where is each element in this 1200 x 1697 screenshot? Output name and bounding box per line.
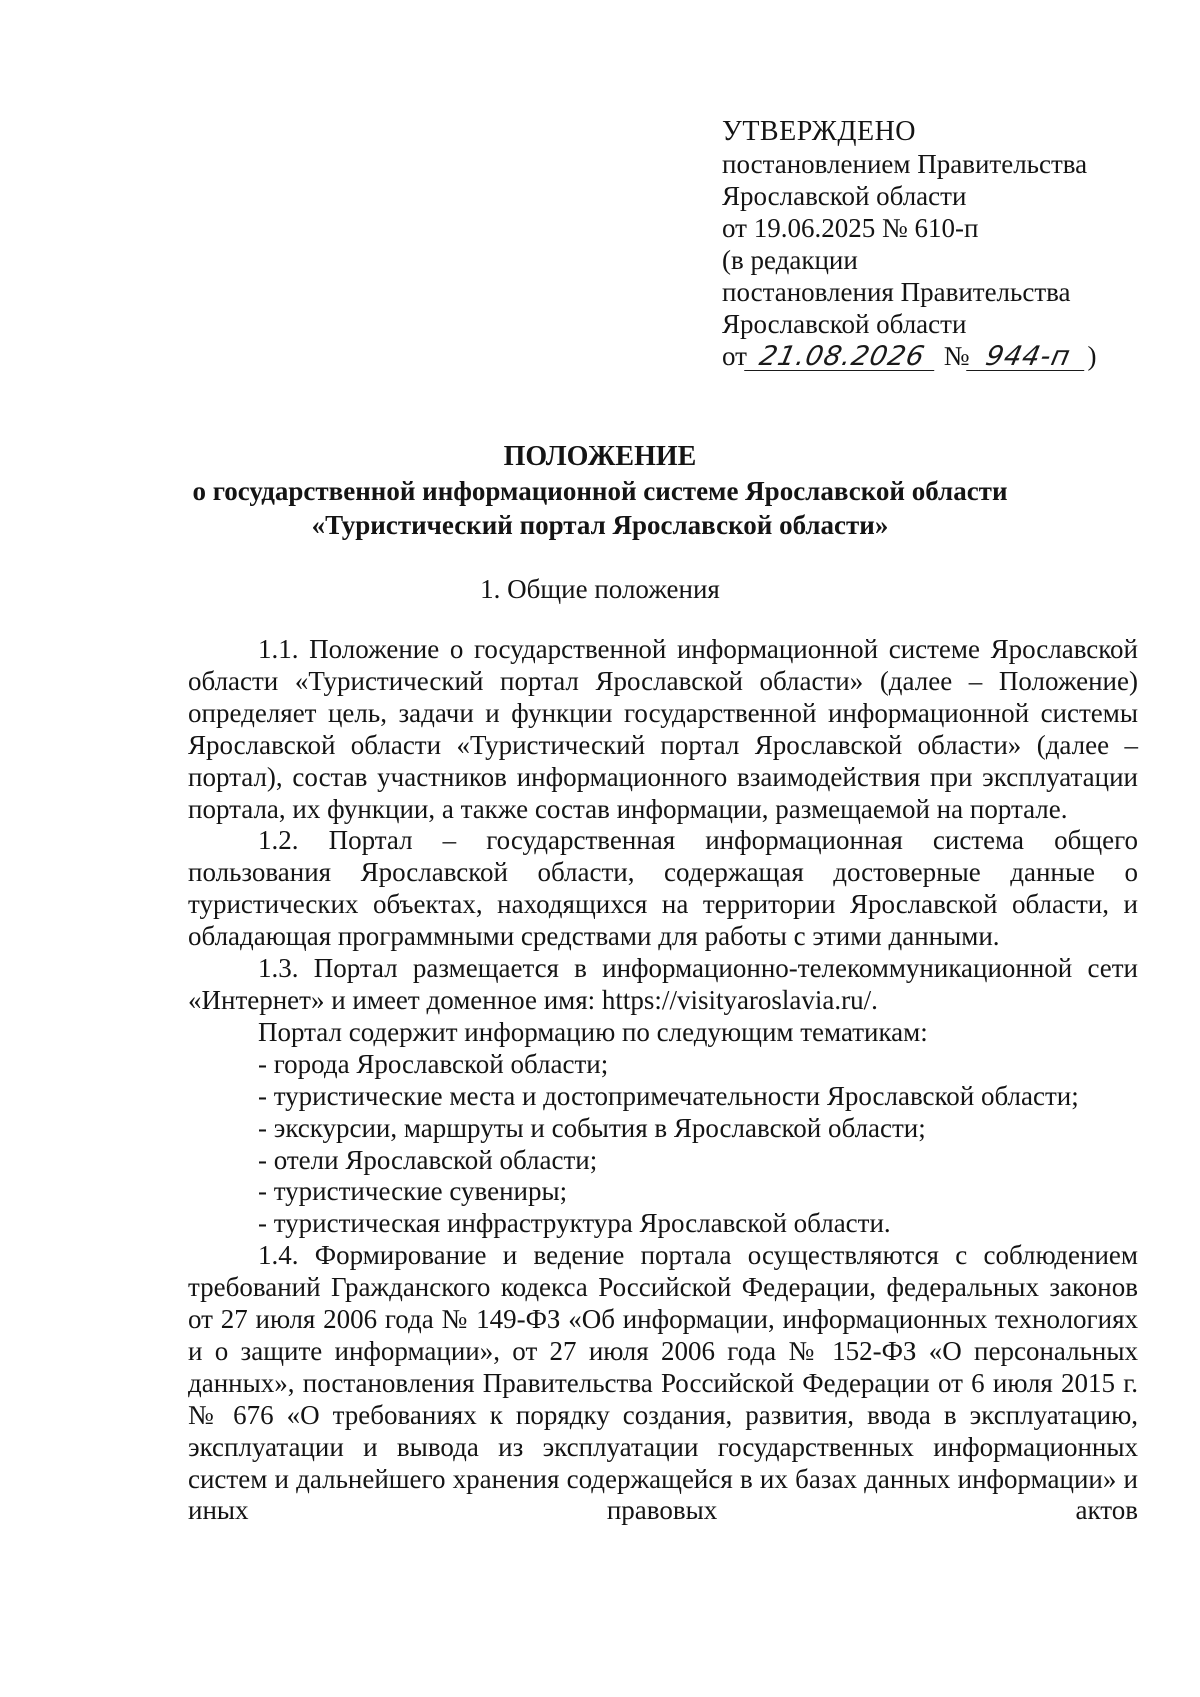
approval-heading: УТВЕРЖДЕНО bbox=[722, 116, 917, 147]
approval-line: постановлением Правительства bbox=[722, 149, 1088, 179]
document-body bbox=[188, 634, 1138, 1527]
title-line: о государственной информационной системе Ярославской области bbox=[192, 476, 1008, 506]
amendment-line bbox=[722, 340, 1096, 372]
paragraph-1-2: 1.2. Портал – государственная информационная система общего пользования Ярославской области, содержащая достоверные данные о туристических объектах, находящихся на территории Ярославской области, и обладающая программными средствами для работы с этими данными. bbox=[188, 825, 1138, 952]
topic-item: - туристическая инфраструктура Ярославской области. bbox=[258, 1208, 891, 1239]
amendment-number-sign: № bbox=[943, 341, 970, 371]
topic-item: - экскурсии, маршруты и события в Ярославской области; bbox=[258, 1112, 926, 1143]
paragraph-1-1: 1.1. Положение о государственной информационной системе Ярославской области «Туристический портал Ярославской области» (далее – Положение) определяет цель, задачи и функции государственной информационной системы Ярославской области «Туристический портал Ярославской области» (далее – портал), состав участников информационного взаимодействия при эксплуатации портала, их функции, а также состав информации, размещаемой на портале. bbox=[188, 634, 1138, 824]
approval-line: (в редакции bbox=[722, 245, 858, 275]
approval-line: Ярославской области bbox=[722, 309, 967, 339]
topic-item: - туристические сувениры; bbox=[258, 1176, 568, 1207]
amendment-prefix: от bbox=[722, 341, 747, 371]
paragraph-1-4: 1.4. Формирование и ведение портала осуществляются с соблюдением требований Гражданского кодекса Российской Федерации, федеральных законов от 27 июля 2006 года № 149-ФЗ «Об информации, информационных технологиях и о защите информации», от 27 июля 2006 года № 152-ФЗ «О персональных данных», постановления Правительства Российской Федерации от 6 июля 2015 г. № 676 «О требованиях к порядку создания, развития, ввода в эксплуатацию, эксплуатации и вывода из эксплуатации государственных информационных систем и дальнейшего хранения содержащейся в их базах данных информации» и иных правовых актов bbox=[188, 1240, 1138, 1526]
approval-stamp bbox=[722, 116, 1096, 372]
title-main: ПОЛОЖЕНИЕ bbox=[503, 441, 697, 472]
document-title bbox=[0, 440, 1200, 542]
section-heading: 1. Общие положения bbox=[480, 574, 720, 604]
amendment-close: ) bbox=[1087, 341, 1097, 371]
topic-item: - туристические места и достопримечательности Ярославской области; bbox=[258, 1080, 1079, 1111]
approval-line: от 19.06.2025 № 610-п bbox=[722, 213, 979, 243]
approval-line: Ярославской области bbox=[722, 181, 967, 211]
topic-item: - отели Ярославской области; bbox=[258, 1144, 598, 1175]
handwritten-date: 21.08.2026 bbox=[744, 344, 940, 371]
topic-item: - города Ярославской области; bbox=[258, 1048, 609, 1079]
title-line: «Туристический портал Ярославской области» bbox=[311, 510, 889, 540]
approval-line: постановления Правительства bbox=[722, 277, 1071, 307]
topics-intro: Портал содержит информацию по следующим тематикам: bbox=[258, 1016, 928, 1047]
paragraph-1-3: 1.3. Портал размещается в информационно-телекоммуникационной сети «Интернет» и имеет доменное имя: https://visityaroslavia.ru/. bbox=[188, 953, 1138, 1015]
handwritten-number: 944-п bbox=[967, 344, 1091, 371]
